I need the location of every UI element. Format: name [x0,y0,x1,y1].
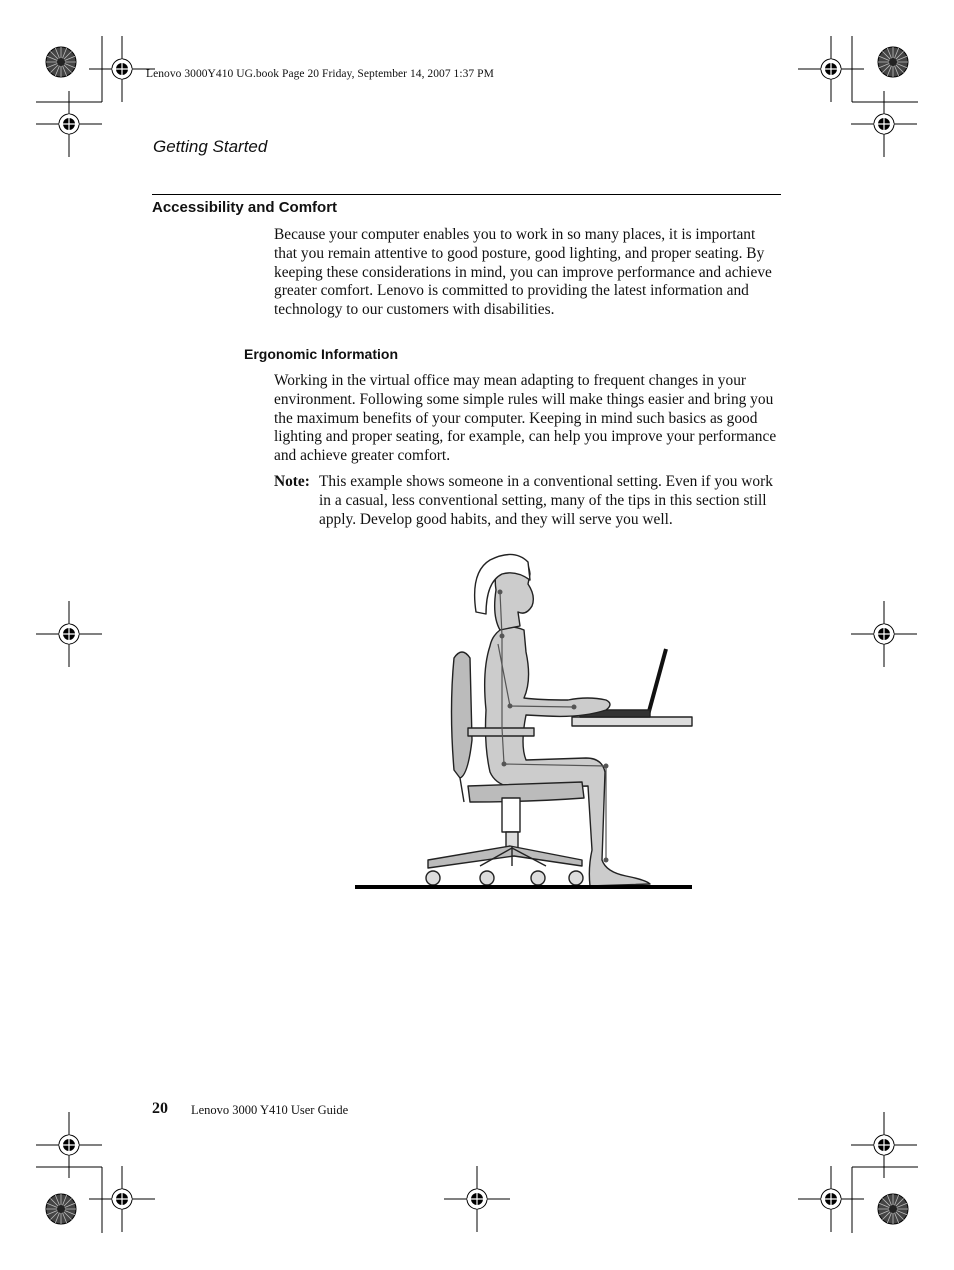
chair-caster [480,871,494,885]
heading-rule [152,194,781,195]
page-number: 20 [152,1100,168,1117]
desk [572,717,692,726]
ergonomic-seated-posture-illustration [350,550,700,895]
chair-armrest [468,728,534,736]
note-text: This example shows someone in a conventional setting. Even if you work in a casual, less conventional setting, many of the tips in this section still apply. Develop good habits, and they will serve you well. [319,473,773,528]
chair-seat [468,782,584,802]
chair-stem [502,798,520,832]
chair-backrest [452,652,473,778]
laptop-screen [648,649,666,715]
chair-caster [531,871,545,885]
sub-heading: Ergonomic Information [244,346,398,362]
chair-caster [426,871,440,885]
footer-guide-title: Lenovo 3000 Y410 User Guide [191,1103,349,1117]
ergonomic-paragraph: Working in the virtual office may mean adapting to frequent changes in your environment. Following some simple rules will make things easier and bring you the maximum benefits of your computer. Keeping in mind such basics as good lighting and proper seating, for example, can help you improve your performance and achieve greater comfort. [274,372,777,465]
book-slug-line: Lenovo 3000Y410 UG.book Page 20 Friday, September 14, 2007 1:37 PM [146,68,494,80]
chair-caster [569,871,583,885]
section-title: Getting Started [153,137,268,156]
floor-line [355,885,692,889]
chair-base [428,846,582,868]
color-target-icon [46,1194,76,1224]
intro-paragraph: Because your computer enables you to work in so many places, it is important that you remain attentive to good posture, good lighting, and proper seating. By keeping these considerations in mind, you can improve performance and achieve greater comfort. Lenovo is committed to providing the latest information and technology to our customers with disabilities. [274,226,772,319]
main-heading: Accessibility and Comfort [152,199,338,216]
color-target-icon [46,47,76,77]
color-target-icon [878,1194,908,1224]
color-target-icon [878,47,908,77]
note-label: Note: [274,473,310,490]
